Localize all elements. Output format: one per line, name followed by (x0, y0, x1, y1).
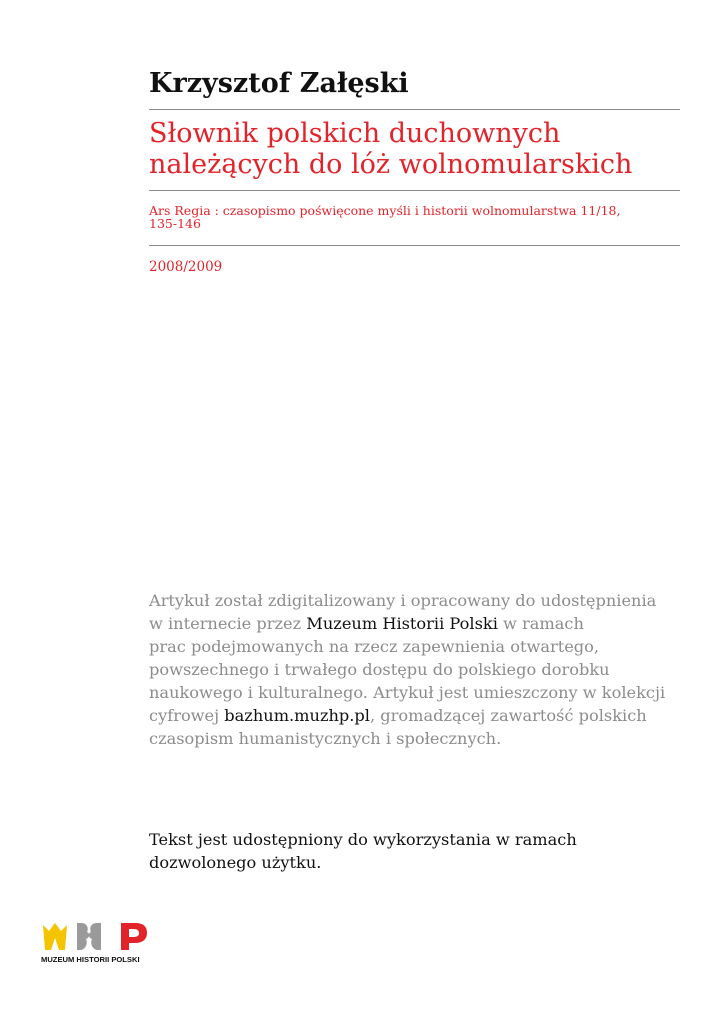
notice-text: cyfrowej (149, 706, 225, 725)
notice-line (149, 612, 689, 635)
source-citation-line: 135-146 (149, 216, 201, 231)
bazhum-link[interactable]: bazhum.muzhp.pl (224, 706, 370, 725)
license-line: dozwolonego użytku. (149, 853, 322, 872)
article-title-line: Słownik polskich duchownych (149, 118, 561, 149)
divider-bottom (149, 245, 680, 246)
license-notice (149, 828, 669, 874)
notice-line: prac podejmowanych na rzecz zapewnienia otwartego, (149, 637, 600, 656)
publication-year: 2008/2009 (149, 259, 223, 275)
license-line: Tekst jest udostępniony do wykorzystania w ramach (149, 830, 577, 849)
notice-line: powszechnego i trwałego dostępu do polskiego dorobku (149, 660, 610, 679)
notice-line: Artykuł został zdigitalizowany i opracowany do udostępnienia (149, 591, 657, 610)
article-title (149, 118, 680, 180)
museum-logo-caption: MUZEUM HISTORII POLSKI (41, 955, 140, 964)
divider-top (149, 109, 680, 110)
notice-line: naukowego i kulturalnego. Artykuł jest umieszczony w kolekcji (149, 683, 666, 702)
notice-line (149, 704, 689, 727)
museum-link[interactable]: Muzeum Historii Polski (306, 614, 498, 633)
article-title-line: należących do lóż wolnomularskich (149, 149, 633, 180)
museum-logo (41, 918, 161, 966)
notice-text: w internecie przez (149, 614, 307, 633)
museum-logo-mark-icon (41, 918, 161, 954)
notice-text: w ramach (497, 614, 584, 633)
source-citation (149, 204, 669, 230)
author-name: Krzysztof Załęski (149, 68, 409, 99)
digitization-notice (149, 589, 689, 750)
source-citation-line: Ars Regia : czasopismo poświęcone myśli i historii wolnomularstwa 11/18, (149, 203, 621, 218)
notice-text: , gromadzącej zawartość polskich (369, 706, 647, 725)
notice-line: czasopism humanistycznych i społecznych. (149, 729, 502, 748)
divider-middle (149, 190, 680, 191)
